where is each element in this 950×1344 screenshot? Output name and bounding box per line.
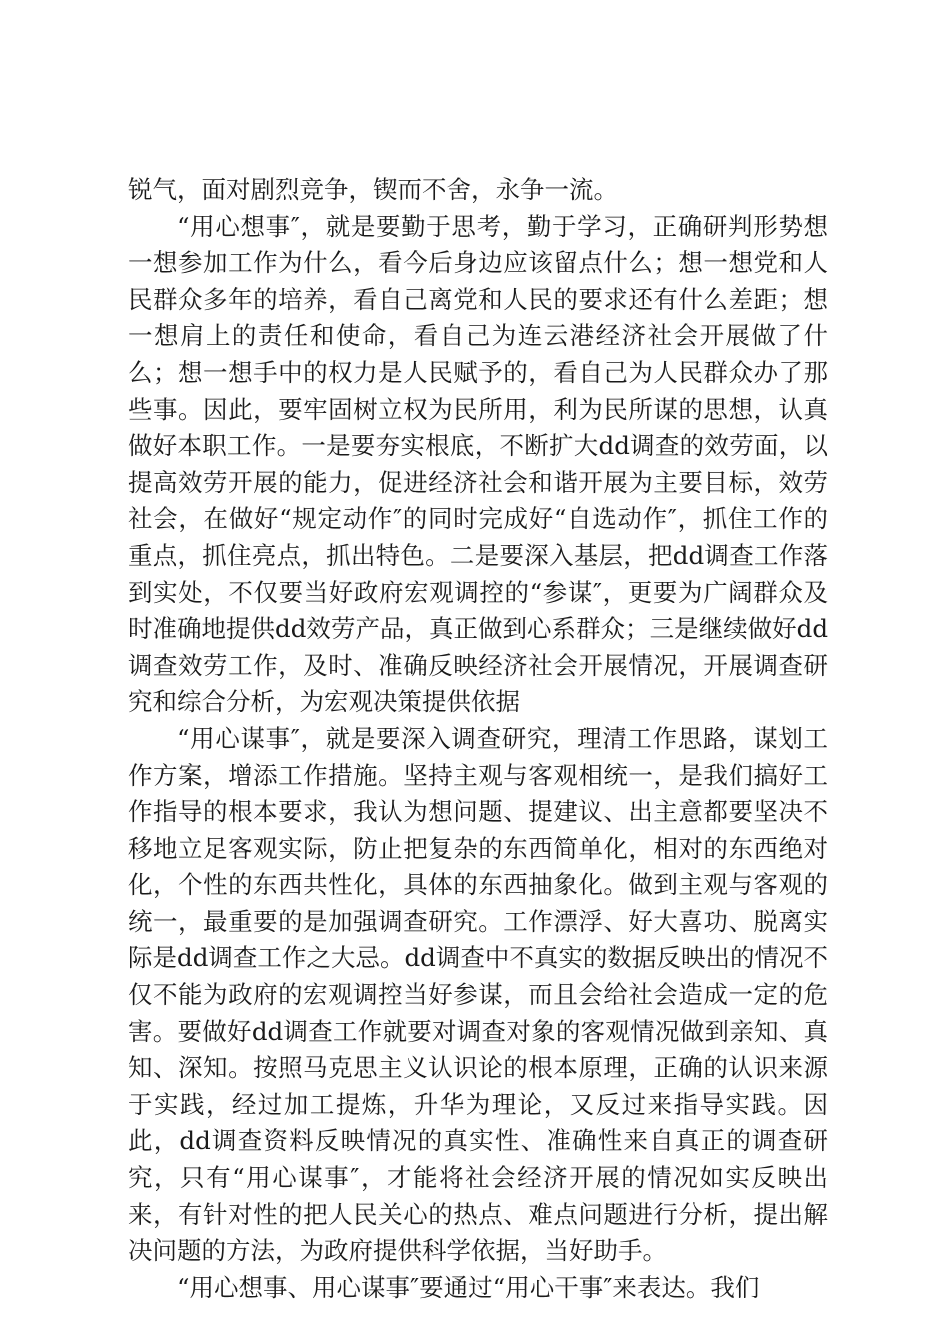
- paragraph-yongxin-ganshi: “用心想事、用心谋事″要通过“用心干事″来表达。我们: [177, 1272, 760, 1302]
- paragraph-yongxin-moushi: “用心谋事″，就是要深入调查研究，理清工作思路，谋划工作方案，增添工作措施。坚持主观与客观相统一，是我们搞好工作指导的根本要求，我认为想问题、提建议、出主意都要坚决不移地立足客观实际，防止把复杂的东西简单化，相对的东西绝对化，个性的东西共性化，具体的东西抽象化。做到主观与客观的统一，最重要的是加强调查研究。工作漂浮、好大喜功、脱离实际是dd调查工作之大忌。dd调查中不真实的数据反映出的情况不仅不能为政府的宏观调控当好参谋，而且会给社会造成一定的危害。要做好dd调查工作就要对调查对象的客观情况做到亲知、真知、深知。按照马克思主义认识论的根本原理，正确的认识来源于实践，经过加工提炼，升华为理论，又反过来指导实践。因此，dd调查资料反映情况的真实性、准确性来自真正的调查研究，只有“用心谋事″，才能将社会经济开展的情况如实反映出来，有针对性的把人民关心的热点、难点问题进行分析，提出解决问题的方法，为政府提供科学依据，当好助手。: [128, 723, 828, 1266]
- paragraph-continuation: 锐气，面对剧烈竞争，锲而不舍，永争一流。: [128, 175, 618, 204]
- document-body: [128, 172, 828, 1306]
- paragraph-yongxin-xiangshi: “用心想事″，就是要勤于思考，勤于学习，正确研判形势想一想参加工作为什么，看今后身边应该留点什么；想一想党和人民群众多年的培养，看自己离党和人民的要求还有什么差距；想一想肩上的责任和使命，看自己为连云港经济社会开展做了什么；想一想手中的权力是人民赋予的，看自己为人民群众办了那些事。因此，要牢固树立权为民所用，利为民所谋的思想，认真做好本职工作。一是要夯实根底，不断扩大dd调查的效劳面，以提高效劳开展的能力，促进经济社会和谐开展为主要目标，效劳社会，在做好“规定动作″的同时完成好“自选动作″，抓住工作的重点，抓住亮点，抓出特色。二是要深入基层，把dd调查工作落到实处，不仅要当好政府宏观调控的“参谋″，更要为广阔群众及时准确地提供dd效劳产品，真正做到心系群众；三是继续做好dd调查效劳工作，及时、准确反映经济社会开展情况，开展调查研究和综合分析，为宏观决策提供依据: [128, 211, 828, 717]
